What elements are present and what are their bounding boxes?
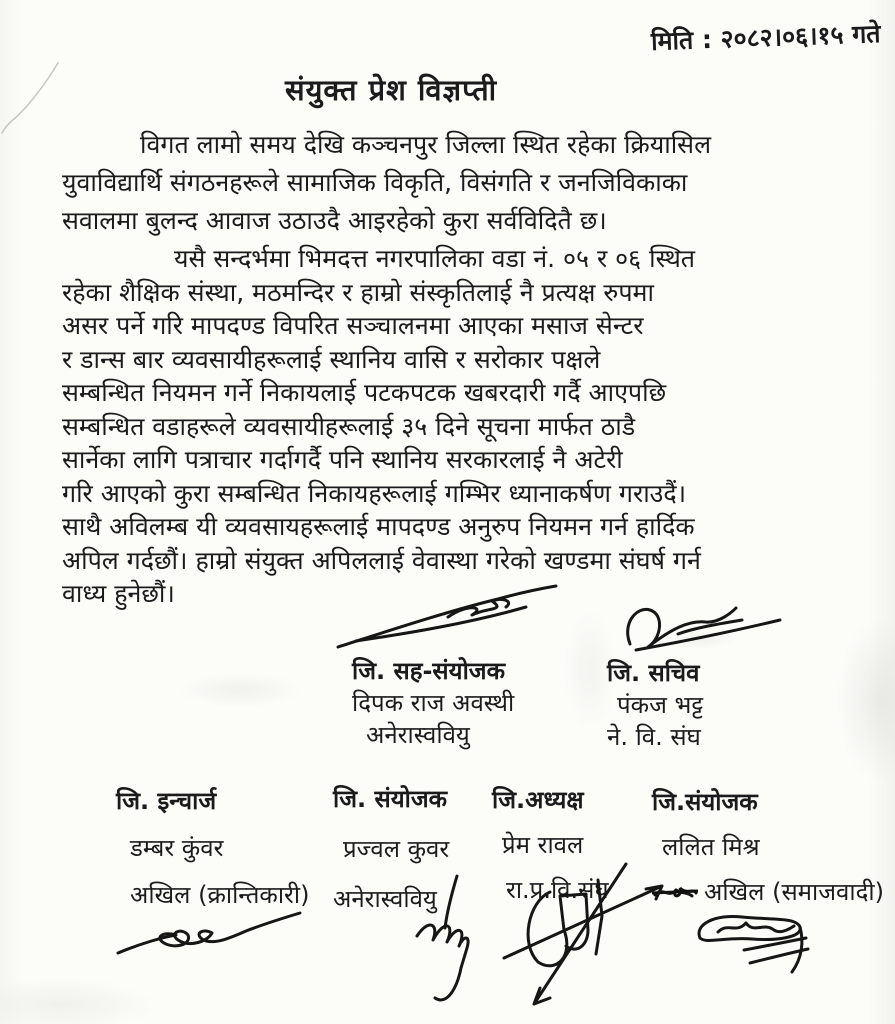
signature-lalit-mishra xyxy=(682,908,817,983)
signatory-dambar-kunwar xyxy=(116,778,309,919)
signatory-lalit-mishra xyxy=(652,780,884,915)
date-line: मिति : २०८२।०६।१५ गते xyxy=(651,19,882,56)
signatory-name: ललित मिश्र xyxy=(662,833,760,861)
body-line: विगत लामो समय देखि कञ्चनपुर जिल्ला स्थित रहेका क्रियासिल xyxy=(140,130,712,159)
signatory-middle-right xyxy=(607,657,703,753)
post-label: जि.अध्यक्ष xyxy=(492,786,584,814)
signature-prem-rawal xyxy=(498,858,673,1013)
signatory-middle-left xyxy=(352,655,514,751)
paragraph-2 xyxy=(62,242,877,611)
signatory-name: डम्बर कुंवर xyxy=(130,834,224,862)
paragraph-1 xyxy=(62,126,877,240)
body-line: र डान्स बार व्यवसायीहरूलाई स्थानिय वासि र सरोकार पक्षले xyxy=(62,344,601,374)
body-line: युवाविद्यार्थि संगठनहरूले सामाजिक विकृति, विसंगति र जनजिविकाका xyxy=(62,168,688,197)
org-label: अनेरास्ववियु xyxy=(333,885,437,913)
signatory-name: पंकज भट्ट xyxy=(617,691,704,719)
body-line: सवालमा बुलन्द आवाज उठाउदै आइरहेको कुरा सर्वविदितै छ। xyxy=(62,206,607,235)
post-label: जि.संयोजक xyxy=(652,788,758,816)
post-label: जि. संयोजक xyxy=(333,785,448,813)
signatory-name: प्रेम रावल xyxy=(502,831,584,859)
body-line: रहेका शैक्षिक संस्था, मठमन्दिर र हाम्रो संस्कृतिलाई नै प्रत्यक्ष रुपमा xyxy=(62,277,654,307)
body-line: साथै अविलम्ब यी व्यवसायहरूलाई मापदण्ड अनुरुप नियमन गर्न हार्दिक xyxy=(62,512,695,541)
org-label: अनेरास्ववियु xyxy=(366,721,470,749)
post-label: जि. इन्चार्ज xyxy=(116,787,217,815)
body-line: सार्नेका लागि पत्राचार गर्दागर्दै पनि स्थानिय सरकारलाई नै अटेरी xyxy=(62,445,623,474)
signatory-name: प्रज्वल कुवर xyxy=(343,835,450,863)
body-line: अपिल गर्दछौं। हाम्रो संयुक्त अपिललाई वेवास्था गरेको खण्डमा संघर्ष गर्न xyxy=(62,545,701,575)
org-label: रा.प्र.वि.संघ xyxy=(506,876,609,904)
org-label: ने. वि. संघ xyxy=(607,723,701,751)
body-line: वाध्य हुनेछौं। xyxy=(62,579,175,608)
signatory-name: दिपक राज अवस्थी xyxy=(352,689,515,717)
signature-pankaj-bhatt xyxy=(618,600,786,662)
org-label: अखिल (क्रान्तिकारी) xyxy=(130,881,310,909)
body-line: सम्बन्धित वडाहरूले व्यवसायीहरूलाई ३५ दिने सूचना मार्फत ठाडै xyxy=(62,411,636,441)
post-label: जि. सह-संयोजक xyxy=(352,657,506,685)
signature-dipak-raj-awasthi xyxy=(330,583,565,665)
org-label-text: अखिल (समाजवादी) xyxy=(704,878,884,906)
post-label: जि. सचिव xyxy=(607,659,700,687)
signature-prajwal-kuwar xyxy=(395,872,490,1012)
signature-dambar-kunwar xyxy=(112,905,307,967)
body-line: गरि आएको कुरा सम्बन्धित निकायहरूलाई गम्भिर ध्यानाकर्षण गराउदैं। xyxy=(62,478,687,508)
body-line: यसै सन्दर्भमा भिमदत्त नगरपालिका वडा नं. ०५ र ०६ स्थित xyxy=(174,244,696,273)
page-title: संयुक्त प्रेश विज्ञप्ती xyxy=(285,73,498,107)
body-line: सम्बन्धित नियमन गर्ने निकायलाई पटकपटक खबरदारी गर्दै आएपछि xyxy=(62,378,667,407)
scan-crease-mark xyxy=(0,55,62,180)
body-line: असर पर्ने गरि मापदण्ड विपरित सञ्चालनमा आएका मसाज सेन्टर xyxy=(62,311,644,340)
